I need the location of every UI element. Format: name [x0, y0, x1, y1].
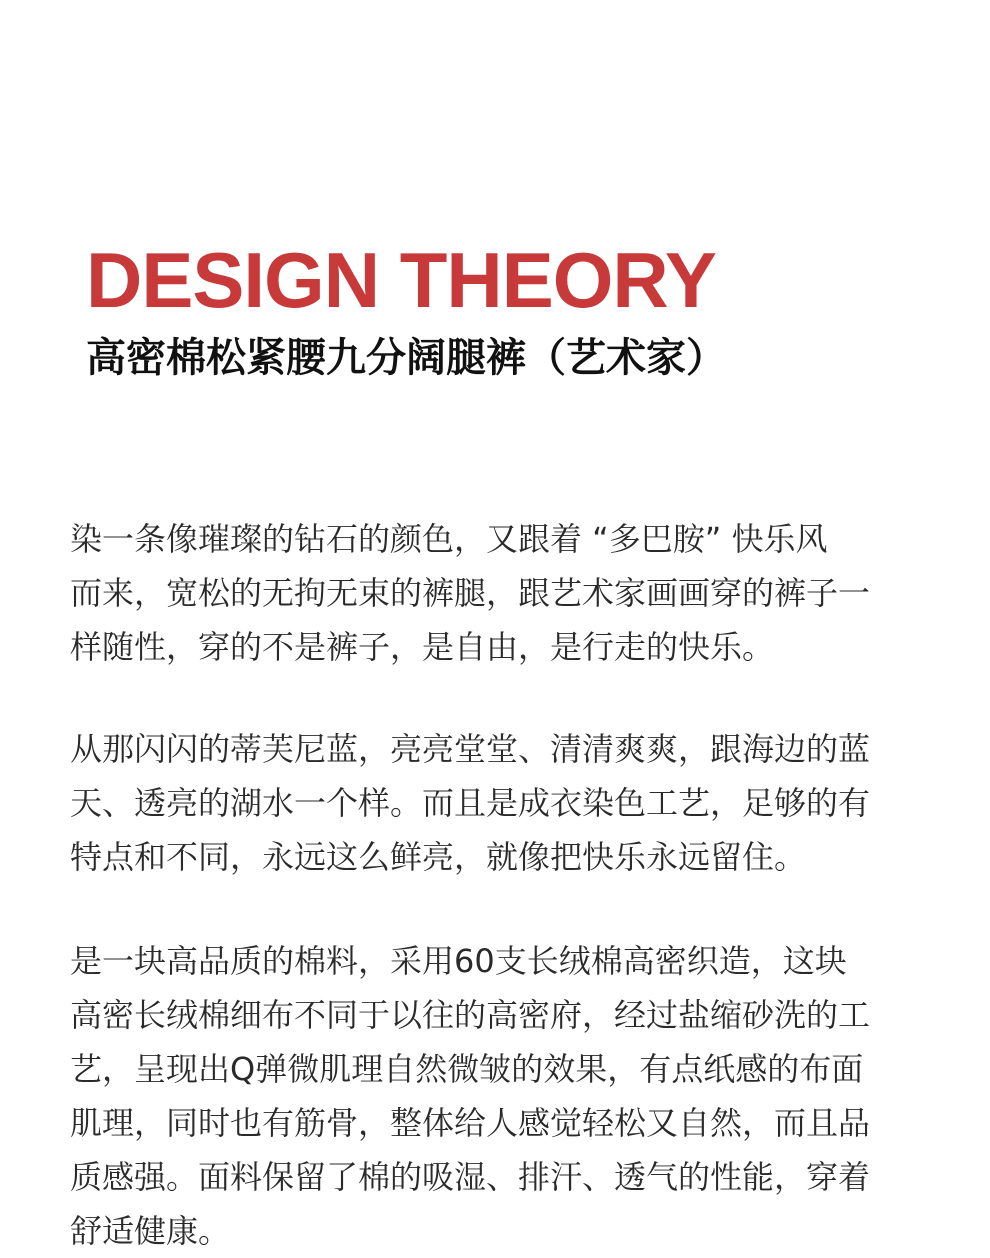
paragraph-line: 艺，呈现出Q弹微肌理自然微皱的效果，有点纸感的布面 [70, 1050, 864, 1088]
paragraph-line: 天、透亮的湖水一个样。而且是成衣染色工艺，足够的有 [70, 784, 871, 822]
paragraph-line: 染一条像璀璨的钻石的颜色，又跟着 “多巴胺” 快乐风 [70, 520, 828, 558]
description-paragraph-1 [70, 512, 930, 674]
paragraph-line: 样随性，穿的不是裤子，是自由，是行走的快乐。 [70, 628, 775, 666]
paragraph-line: 从那闪闪的蒂芙尼蓝，亮亮堂堂、清清爽爽，跟海边的蓝 [70, 730, 871, 768]
paragraph-line: 是一块高品质的棉料，采用60支长绒棉高密织造，这块 [70, 942, 847, 980]
paragraph-line: 高密长绒棉细布不同于以往的高密府，经过盐缩砂洗的工 [70, 996, 871, 1034]
paragraph-line: 而来，宽松的无拘无束的裤腿，跟艺术家画画穿的裤子一 [70, 574, 871, 612]
description-paragraph-2 [70, 722, 930, 884]
description-paragraph-3 [70, 934, 930, 1258]
paragraph-line: 特点和不同，永远这么鲜亮，就像把快乐永远留住。 [70, 838, 807, 876]
product-title: 高密棉松紧腰九分阔腿裤（艺术家） [86, 335, 726, 381]
paragraph-line: 肌理，同时也有筋骨，整体给人感觉轻松又自然，而且品 [70, 1104, 871, 1142]
paragraph-line: 舒适健康。 [70, 1212, 231, 1250]
design-theory-heading: DESIGN THEORY [86, 236, 716, 324]
paragraph-line: 质感强。面料保留了棉的吸湿、排汗、透气的性能，穿着 [70, 1158, 871, 1196]
